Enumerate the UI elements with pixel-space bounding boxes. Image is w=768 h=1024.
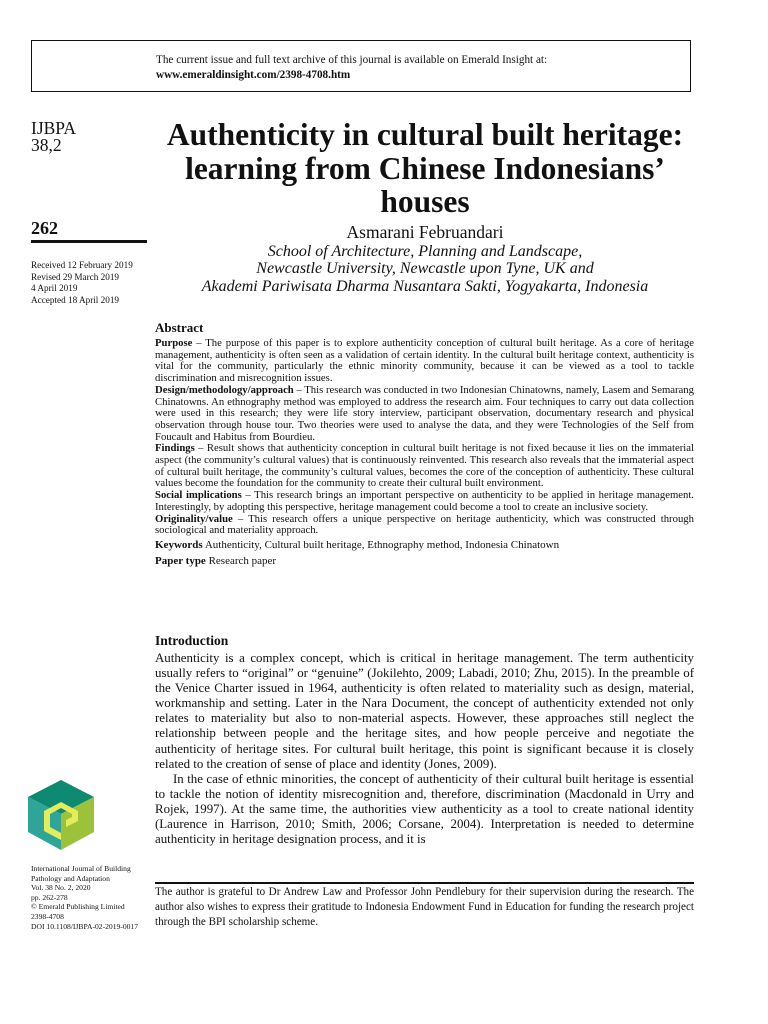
pubinfo-volume: Vol. 38 No. 2, 2020 [31,883,91,893]
abstract-findings [155,443,694,490]
date-revised: Revised 29 March 2019 [31,271,120,282]
pubinfo-pages: pp. 262-278 [31,892,68,902]
abstract-heading: Abstract [155,320,204,335]
introduction-body [155,651,694,847]
footnote-rule [155,882,694,884]
social-text: – This research brings an important perspective on authenticity to be applied in heritage management. Interestingly, by adopting this perspective, heritage management could become a tool to create an inclusive society. [155,489,694,513]
date-accepted: Accepted 18 April 2019 [31,294,120,305]
findings-label: Findings [155,442,195,455]
acknowledgement-footnote: The author is grateful to Dr Andrew Law and Professor John Pendlebury for their supervision during the research. The author also wishes to express their gratitude to Indonesia Endowment Fund in Education for funding the research project through the BPI scholarship scheme. [155,886,694,928]
abstract-section [155,320,694,568]
page-number-rule [31,240,147,243]
intro-paragraph-2: In the case of ethnic minorities, the concept of authenticity of their cultural built heritage is essential to tackle the notion of identity misrecognition and, therefore, discrimination (Macdonald in Urry and Rojek, 1997). At the same time, the authorities view authenticity as a tool to create national identity (Laurence in Harrison, 2010; Smith, 2006; Corsane, 2004). Interpretation is needed to determine authenticity in heritage designation process, and it is [155,771,694,847]
social-label: Social implications [155,489,242,502]
affiliation-line-2: Newcastle University, Newcastle upon Tyne, UK and [256,260,594,277]
date-received: Received 12 February 2019 [31,260,133,270]
pubinfo-journal-line2: Pathology and Adaptation [31,873,110,883]
pubinfo-doi: DOI 10.1108/IJBPA-02-2019-0017 [31,921,139,931]
submission-dates [31,260,133,306]
journal-url-link[interactable]: www.emeraldinsight.com/2398-4708.htm [156,69,351,81]
keywords-text: Authenticity, Cultural built heritage, Ethnography method, Indonesia Chinatown [202,538,560,551]
date-revised-2: 4 April 2019 [31,283,78,293]
author-block [155,224,695,295]
publication-info [31,864,149,931]
findings-text: – Result shows that authenticity conception in cultural built heritage is not fixed because it lies on the immaterial aspect (the community’s cultural values) that is continuously reinvented. This research also reveals that the immaterial aspect of cultural built heritage, the community’s cultural values, becomes the core of the conception of authenticity. These cultural values become the foundation for the community to create their cultural built environment. [155,442,694,490]
affiliation-line-1: School of Architecture, Planning and Landscape, [267,242,583,260]
author-name: Asmarani Februandari [346,222,504,242]
abstract-purpose [155,338,694,385]
design-label: Design/methodology/approach [155,383,294,396]
journal-abbreviation: IJBPA [31,118,77,138]
purpose-label: Purpose [155,337,193,349]
introduction-heading: Introduction [155,633,229,648]
pubinfo-journal-line1: International Journal of Building [31,864,131,873]
journal-volume: 38,2 [31,135,62,155]
purpose-text: – The purpose of this paper is to explore authenticity conception of cultural built heritage. As a core of heritage management, authenticity is often seen as a validation of certain identity. In the cultural built heritage context, authenticity is vital for the community, particularly the ethnic minority community, because it can be viewed as a tool to tackle discrimination and misrecognition issues. [155,337,694,385]
pubinfo-issn: 2398-4708 [31,911,64,921]
sidebar [31,118,147,305]
paper-type-label: Paper type [155,554,206,567]
keywords [155,539,694,552]
intro-paragraph-1: Authenticity is a complex concept, which is critical in heritage management. The term authenticity usually refers to “original” or “genuine” (Jokilehto, 2009; Labadi, 2010; Zhu, 2015). In the preamble of the Venice Charter issued in 1964, authenticity is often related to materiality such as design, material, workmanship and setting. Later in the Nara Document, the concept of authenticity extended not only relates to materiality but also to non-material aspects. However, these approaches still neglect the relationship between people and the heritage sites, and how people perceive and negotiate the authenticity of heritage sites. For cultural built heritage, this point is significant because it is closely related to the creation of sense of place and identity (Jones, 2009). [155,651,694,771]
keywords-label: Keywords [155,538,203,551]
originality-label: Originality/value [155,512,233,525]
page-number: 262 [31,218,58,238]
pubinfo-copyright: © Emerald Publishing Limited [31,902,125,912]
abstract-originality [155,514,694,537]
paper-type [155,555,694,568]
article-title: Authenticity in cultural built heritage: learning from Chinese Indonesians’ houses [166,117,684,219]
abstract-social [155,490,694,513]
affiliation-line-3: Akademi Pariwisata Dharma Nusantara Sakti, Yogyakarta, Indonesia [201,277,649,295]
design-text: – This research was conducted in two Indonesian Chinatowns, namely, Lasem and Semarang Chinatowns. An ethnography method was employed to address the research aim. Four techniques to carry out data collection were used in this research; they were life story interview, participant observation, documentary research and physical observation through house tour. Two theories were used to analyse the data, and they were Technologies of the Self from Foucault and Habitus from Bourdieu. [155,383,694,443]
originality-text: – This research offers a unique perspective on heritage authenticity, which was constructed through sociological and materiality approach. [155,512,694,537]
journal-archive-notice [31,40,691,92]
publisher-logo-icon [28,780,94,850]
notice-text: The current issue and full text archive of this journal is available on Emerald Insight at: [156,54,548,66]
paper-type-text: Research paper [205,554,277,567]
abstract-design [155,385,694,444]
